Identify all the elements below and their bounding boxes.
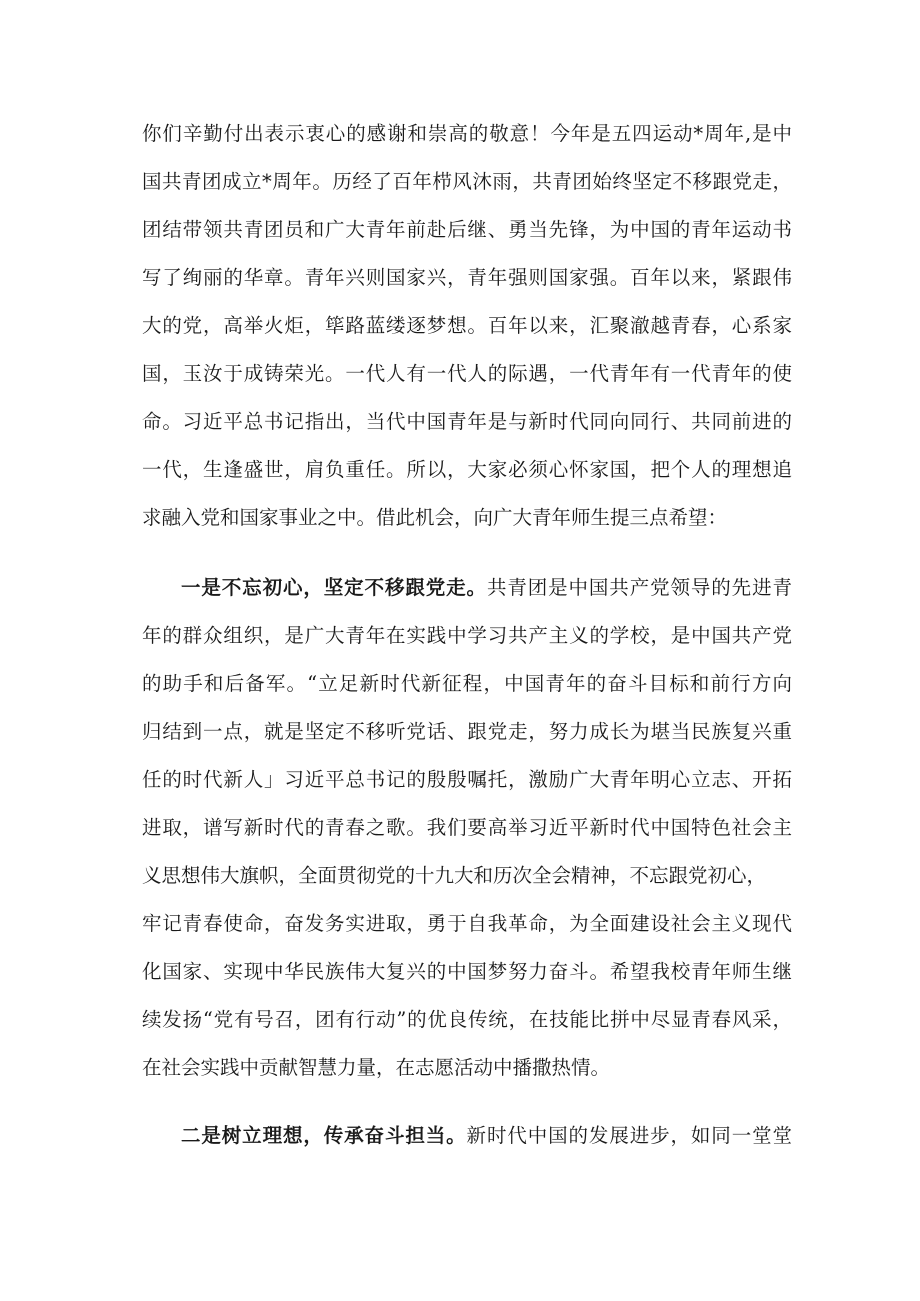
text-line: 国共青团成立*周年。历经了百年栉风沐雨，共青团始终坚定不移跟党走，: [142, 170, 792, 193]
text-line: 任的时代新人」习近平总书记的殷殷嘱托，激励广大青年明心立志、开拓: [142, 768, 792, 791]
text-line: 年的群众组织，是广大青年在实践中学习共产主义的学校，是中国共产党: [142, 624, 792, 647]
text-line: 续发扬“党有号召，团有行动”的优良传统，在技能比拼中尽显青春风采，: [142, 1008, 792, 1031]
text-line: 团结带领共青团员和广大青年前赴后继、勇当先锋，为中国的青年运动书: [142, 218, 792, 241]
text-line: 求融入党和国家事业之中。借此机会，向广大青年师生提三点希望：: [142, 506, 728, 529]
text-line-first: [142, 564, 792, 612]
text-line: 化国家、实现中华民族伟大复兴的中国梦努力奋斗。希望我校青年师生继: [142, 960, 792, 983]
paragraph-intro: [142, 110, 792, 542]
text-line: 国，玉汝于成铸荣光。一代人有一代人的际遇，一代青年有一代青年的使: [142, 362, 792, 385]
text-line: 在社会实践中贡献智慧力量，在志愿活动中播撒热情。: [142, 1056, 611, 1079]
paragraph-point-two: [142, 1112, 792, 1160]
text-line: 你们辛勤付出表示衷心的感谢和崇高的敬意！今年是五四运动*周年,是中: [142, 122, 792, 145]
text-line: 一代，生逢盛世，肩负重任。所以，大家必须心怀家国，把个人的理想追: [142, 458, 792, 481]
text-line-first: [142, 1112, 792, 1160]
text-line: 大的党，高举火炬，筚路蓝缕逐梦想。百年以来，汇聚澈越青春，心系家: [142, 314, 792, 337]
point-heading: 二是树立理想，传承奋斗担当。: [181, 1124, 467, 1147]
text-line: 义思想伟大旗帜，全面贯彻党的十九大和历次全会精神，不忘跟党初心，: [142, 864, 767, 887]
paragraph-point-one: [142, 564, 792, 1092]
text-line: 命。习近平总书记指出，当代中国青年是与新时代同向同行、共同前进的: [142, 410, 792, 433]
text-line: 的助手和后备军。“立足新时代新征程，中国青年的奋斗目标和前行方向: [142, 672, 792, 695]
point-heading: 一是不忘初心，坚定不移跟党走。: [181, 576, 487, 599]
text-line: 归结到一点，就是坚定不移听党话、跟党走，努力成长为堪当民族复兴重: [142, 720, 792, 743]
text-line: 进取，谱写新时代的青春之歌。我们要高举习近平新时代中国特色社会主: [142, 816, 792, 839]
text-line: 写了绚丽的华章。青年兴则国家兴，青年强则国家强。百年以来，紧跟伟: [142, 266, 792, 289]
point-text: 新时代中国的发展进步，如同一堂堂: [466, 1124, 792, 1147]
text-line: 牢记青春使命，奋发务实进取，勇于自我革命，为全面建设社会主义现代: [142, 912, 792, 935]
point-text: 共青团是中国共产党领导的先进青: [486, 576, 792, 599]
